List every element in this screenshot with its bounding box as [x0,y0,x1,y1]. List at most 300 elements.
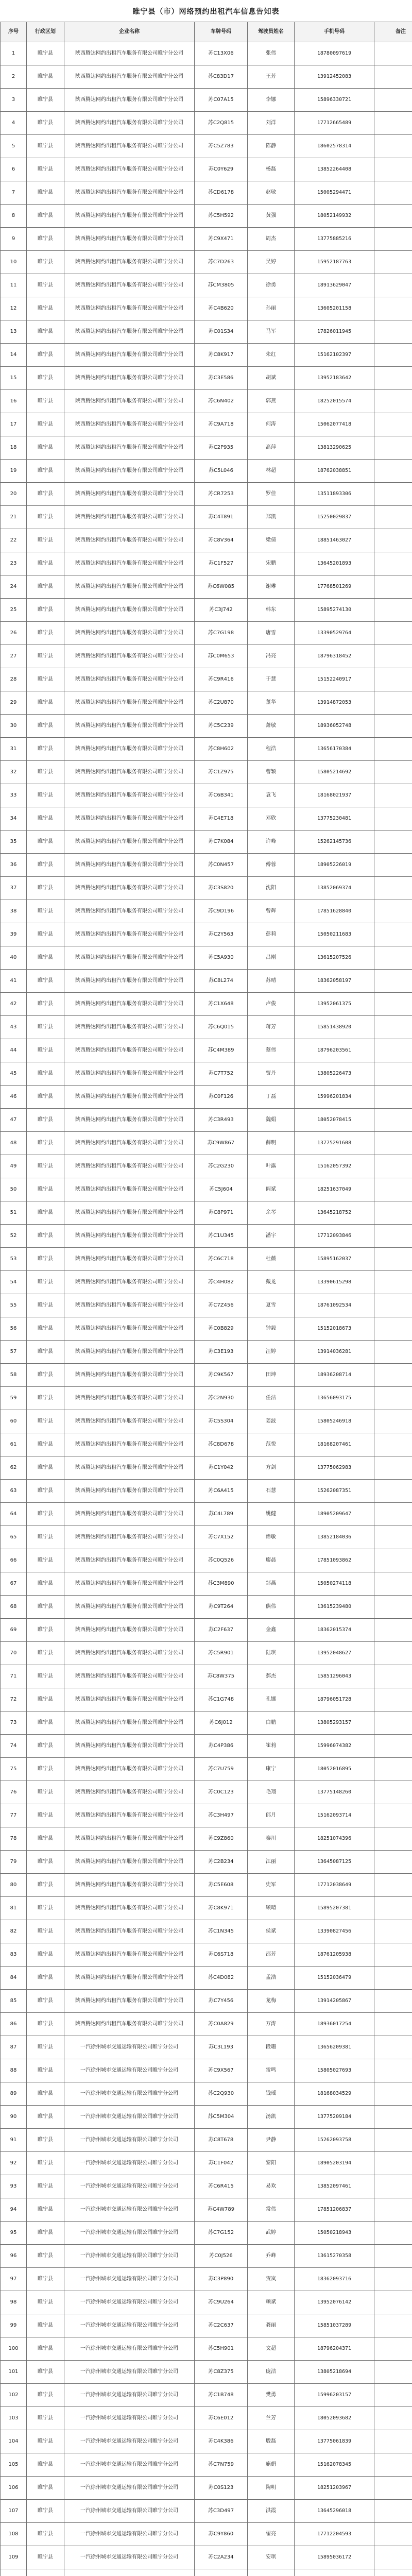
cell-phone: 18251203967 [295,2477,374,2500]
cell-index: 35 [1,831,27,854]
cell-district: 睢宁县 [27,89,64,112]
cell-phone: 17851093862 [295,1549,374,1572]
cell-company: 陕西腾达网约出租汽车服务有限公司睢宁分公司 [64,1967,195,1990]
cell-phone: 13952076142 [295,2291,374,2314]
cell-driver: 胡斌 [248,367,295,390]
table-row [1,2222,412,2245]
cell-district: 睢宁县 [27,274,64,297]
cell-driver: 潘宇 [248,1225,295,1248]
cell-index: 54 [1,1271,27,1294]
table-row [1,923,412,946]
cell-phone: 13656209381 [295,2036,374,2059]
cell-phone: 13805226473 [295,1062,374,1086]
table-row [1,1827,412,1851]
cell-plate: 苏C6C718 [195,1248,248,1271]
cell-phone: 15996201834 [295,1086,374,1109]
table-row [1,946,412,970]
cell-note [374,1688,412,1711]
cell-district: 睢宁县 [27,2082,64,2106]
cell-note [374,1132,412,1155]
table-row [1,1086,412,1109]
cell-company: 陕西腾达网约出租汽车服务有限公司睢宁分公司 [64,645,195,668]
cell-note [374,877,412,900]
table-row [1,1874,412,1897]
cell-note [374,1271,412,1294]
cell-company: 陕西腾达网约出租汽车服务有限公司睢宁分公司 [64,1225,195,1248]
table-row [1,1572,412,1596]
cell-note [374,946,412,970]
cell-district: 睢宁县 [27,1920,64,1943]
cell-company: 陕西腾达网约出租汽车服务有限公司睢宁分公司 [64,460,195,483]
cell-district: 睢宁县 [27,112,64,135]
cell-driver: 马军 [248,320,295,344]
cell-phone: 15996074382 [295,1735,374,1758]
cell-note [374,413,412,436]
cell-note [374,390,412,413]
cell-index: 9 [1,228,27,251]
cell-note [374,2291,412,2314]
cell-note [374,2407,412,2430]
cell-company: 陕西腾达网约出租汽车服务有限公司睢宁分公司 [64,1387,195,1410]
cell-company: 一汽徐州城市交通运输有限公司睢宁分公司 [64,2198,195,2222]
cell-phone: 13615239480 [295,1596,374,1619]
cell-district: 睢宁县 [27,2523,64,2546]
cell-district: 睢宁县 [27,2106,64,2129]
cell-index: 69 [1,1619,27,1642]
cell-district: 睢宁县 [27,2245,64,2268]
cell-driver: 汤凯 [248,2106,295,2129]
cell-index: 50 [1,1178,27,1201]
table-row [1,1178,412,1201]
cell-company: 陕西腾达网约出租汽车服务有限公司睢宁分公司 [64,1642,195,1665]
cell-driver: 康宁 [248,1758,295,1781]
table-row [1,367,412,390]
cell-district: 睢宁县 [27,923,64,946]
cell-index: 91 [1,2129,27,2152]
table-row [1,1364,412,1387]
cell-plate: 苏C0M653 [195,645,248,668]
cell-company: 陕西腾达网约出租汽车服务有限公司睢宁分公司 [64,1827,195,1851]
cell-phone: 18936208714 [295,1364,374,1387]
cell-phone: 17826011945 [295,320,374,344]
cell-phone: 13805218694 [295,2361,374,2384]
cell-driver: 丁磊 [248,1086,295,1109]
cell-phone: 13852264408 [295,158,374,181]
cell-district: 睢宁县 [27,622,64,645]
cell-index: 59 [1,1387,27,1410]
cell-district: 睢宁县 [27,1456,64,1480]
cell-district: 睢宁县 [27,2013,64,2036]
cell-note [374,112,412,135]
cell-plate: 苏C9T264 [195,1596,248,1619]
cell-company: 陕西腾达网约出租汽车服务有限公司睢宁分公司 [64,483,195,506]
cell-index: 36 [1,854,27,877]
cell-company: 一汽徐州城市交通运输有限公司睢宁分公司 [64,2477,195,2500]
cell-note [374,483,412,506]
cell-driver: 沈阳 [248,877,295,900]
cell-plate: 苏C1F042 [195,2152,248,2175]
cell-phone: 18796203561 [295,1039,374,1062]
cell-plate: 苏C1Z975 [195,761,248,784]
cell-index: 46 [1,1086,27,1109]
cell-plate: 苏C07A15 [195,89,248,112]
cell-plate: 苏C0Q526 [195,1549,248,1572]
cell-note [374,2384,412,2407]
cell-company: 陕西腾达网约出租汽车服务有限公司睢宁分公司 [64,831,195,854]
cell-district: 睢宁县 [27,1294,64,1317]
cell-district: 睢宁县 [27,181,64,205]
header-phone: 手机号码 [295,22,374,42]
cell-driver: 钱瑶 [248,2082,295,2106]
cell-plate: 苏C6A415 [195,1480,248,1503]
cell-phone: 18913629047 [295,274,374,297]
cell-phone: 15895036172 [295,2546,374,2569]
cell-note [374,2477,412,2500]
cell-index [1,2569,27,2576]
cell-driver: 史军 [248,1874,295,1897]
cell-phone: 13775230481 [295,807,374,831]
cell-plate: 苏C9R416 [195,668,248,691]
cell-plate: 苏C0J526 [195,2245,248,2268]
cell-driver: 苏晴 [248,970,295,993]
cell-plate: 苏C3P890 [195,2268,248,2291]
table-row [1,65,412,89]
cell-district: 睢宁县 [27,2175,64,2198]
cell-index: 66 [1,1549,27,1572]
cell-district: 睢宁县 [27,715,64,738]
cell-note [374,599,412,622]
cell-district: 睢宁县 [27,1433,64,1456]
cell-plate: 苏C1F527 [195,552,248,575]
cell-note [374,2337,412,2361]
cell-company: 陕西腾达网约出租汽车服务有限公司睢宁分公司 [64,715,195,738]
cell-phone: 17712093846 [295,1225,374,1248]
cell-note [374,784,412,807]
cell-district: 睢宁县 [27,320,64,344]
cell-phone: 13852069374 [295,877,374,900]
cell-district: 睢宁县 [27,529,64,552]
cell-driver: 卢俊 [248,993,295,1016]
cell-note [374,274,412,297]
cell-index: 57 [1,1341,27,1364]
table-row [1,344,412,367]
cell-district: 睢宁县 [27,2198,64,2222]
table-body [1,42,412,2576]
cell-district: 睢宁县 [27,599,64,622]
cell-phone: 13615207526 [295,946,374,970]
cell-index: 47 [1,1109,27,1132]
cell-company: 陕西腾达网约出租汽车服务有限公司睢宁分公司 [64,761,195,784]
cell-index: 25 [1,599,27,622]
cell-company: 一汽徐州城市交通运输有限公司睢宁分公司 [64,2500,195,2523]
cell-phone: 15952187763 [295,251,374,274]
cell-note [374,970,412,993]
cell-driver: 吕刚 [248,946,295,970]
cell-district: 睢宁县 [27,738,64,761]
cell-district: 睢宁县 [27,1109,64,1132]
table-row [1,1920,412,1943]
cell-plate: 苏C4E718 [195,807,248,831]
table-row [1,42,412,65]
table-row [1,2407,412,2430]
cell-note [374,1758,412,1781]
cell-company: 陕西腾达网约出租汽车服务有限公司睢宁分公司 [64,1874,195,1897]
cell-note [374,1039,412,1062]
cell-plate: 苏C3R493 [195,1109,248,1132]
cell-plate: 苏C2Y563 [195,923,248,946]
cell-index: 98 [1,2291,27,2314]
cell-note [374,1317,412,1341]
cell-phone: 18905203194 [295,2152,374,2175]
cell-note [374,2129,412,2152]
cell-plate: 苏C0C123 [195,1781,248,1804]
cell-phone: 18168021937 [295,784,374,807]
cell-company: 陕西腾达网约出租汽车服务有限公司睢宁分公司 [64,854,195,877]
cell-note [374,181,412,205]
cell-index: 99 [1,2314,27,2337]
cell-driver: 黎阳 [248,2152,295,2175]
cell-phone: 13952061375 [295,993,374,1016]
cell-district: 睢宁县 [27,1341,64,1364]
cell-note [374,2198,412,2222]
cell-driver: 王芳 [248,65,295,89]
cell-index: 87 [1,2036,27,2059]
table-row [1,2291,412,2314]
cell-index: 82 [1,1920,27,1943]
cell-note [374,1062,412,1086]
cell-district: 睢宁县 [27,251,64,274]
table-row [1,1990,412,2013]
cell-index: 56 [1,1317,27,1341]
cell-note [374,552,412,575]
cell-plate: 苏C5H592 [195,205,248,228]
cell-district: 睢宁县 [27,761,64,784]
table-row [1,2175,412,2198]
cell-index: 20 [1,483,27,506]
cell-index: 24 [1,575,27,599]
table-row [1,228,412,251]
cell-company: 陕西腾达网约出租汽车服务有限公司睢宁分公司 [64,1248,195,1271]
cell-index: 44 [1,1039,27,1062]
cell-phone: 15050274118 [295,1572,374,1596]
cell-index: 21 [1,506,27,529]
cell-driver: 廖晨 [248,1549,295,1572]
cell-phone: 13390827456 [295,1920,374,1943]
table-row [1,2198,412,2222]
cell-plate: 苏C3L193 [195,2036,248,2059]
cell-driver: 万涛 [248,2013,295,2036]
cell-index: 5 [1,135,27,158]
cell-company: 陕西腾达网约出租汽车服务有限公司睢宁分公司 [64,1990,195,2013]
cell-company: 陕西腾达网约出租汽车服务有限公司睢宁分公司 [64,1062,195,1086]
cell-district: 睢宁县 [27,1364,64,1387]
cell-plate: 苏C9A718 [195,413,248,436]
cell-index: 8 [1,205,27,228]
cell-plate: 苏C8H602 [195,738,248,761]
cell-company: 一汽徐州城市交通运输有限公司睢宁分公司 [64,2106,195,2129]
cell-plate: 苏C0Y629 [195,158,248,181]
cell-district: 睢宁县 [27,1735,64,1758]
table-row [1,1039,412,1062]
cell-driver: 邱月 [248,1804,295,1827]
cell-district: 睢宁县 [27,1062,64,1086]
cell-driver: 金鑫 [248,1619,295,1642]
cell-driver: 崔莉 [248,1735,295,1758]
cell-company: 陕西腾达网约出租汽车服务有限公司睢宁分公司 [64,1201,195,1225]
cell-plate: 苏C2P935 [195,436,248,460]
cell-index: 65 [1,1526,27,1549]
cell-note [374,1920,412,1943]
cell-note [374,1456,412,1480]
table-row [1,2337,412,2361]
cell-note [374,1225,412,1248]
cell-driver: 梁倩 [248,529,295,552]
cell-note [374,1711,412,1735]
cell-driver: 翟亮 [248,2523,295,2546]
cell-phone: 15062077418 [295,413,374,436]
cell-district: 睢宁县 [27,1317,64,1341]
cell-company: 陕西腾达网约出租汽车服务有限公司睢宁分公司 [64,1341,195,1364]
cell-district: 睢宁县 [27,2268,64,2291]
cell-company: 一汽徐州城市交通运输有限公司睢宁分公司 [64,2291,195,2314]
cell-plate: 苏C8Z375 [195,2361,248,2384]
table-row [1,483,412,506]
cell-district [27,2569,64,2576]
cell-driver: 贾丹 [248,1062,295,1086]
cell-driver: 郑凯 [248,506,295,529]
cell-driver: 易欢 [248,2175,295,2198]
cell-company: 陕西腾达网约出租汽车服务有限公司睢宁分公司 [64,1920,195,1943]
cell-plate: 苏C1B748 [195,2384,248,2407]
cell-phone: 18905226019 [295,854,374,877]
cell-company: 陕西腾达网约出租汽车服务有限公司睢宁分公司 [64,1271,195,1294]
cell-district: 睢宁县 [27,436,64,460]
cell-note [374,506,412,529]
table-row [1,158,412,181]
cell-driver: 尹静 [248,2129,295,2152]
cell-plate: 苏C7U759 [195,1758,248,1781]
cell-note [374,761,412,784]
cell-driver: 李娜 [248,89,295,112]
cell-driver: 樊勇 [248,2384,295,2407]
cell-company: 陕西腾达网约出租汽车服务有限公司睢宁分公司 [64,1039,195,1062]
cell-phone: 15162057392 [295,1155,374,1178]
cell-index: 77 [1,1804,27,1827]
cell-phone: 15805214692 [295,761,374,784]
cell-company: 一汽徐州城市交通运输有限公司睢宁分公司 [64,2082,195,2106]
cell-index: 55 [1,1294,27,1317]
cell-phone: 13656093175 [295,1387,374,1410]
cell-index: 62 [1,1456,27,1480]
cell-note [374,460,412,483]
cell-driver: 毛翔 [248,1781,295,1804]
cell-index: 83 [1,1943,27,1967]
cell-note [374,1503,412,1526]
cell-plate: 苏C5M304 [195,2106,248,2129]
cell-district: 睢宁县 [27,297,64,320]
cell-phone: 18936017254 [295,2013,374,2036]
cell-phone: 15050218943 [295,2222,374,2245]
cell-company: 一汽徐州城市交通运输有限公司睢宁分公司 [64,2314,195,2337]
cell-plate: 苏C2B234 [195,1851,248,1874]
cell-driver: 朱红 [248,344,295,367]
cell-plate: 苏C0F126 [195,1086,248,1109]
cell-index: 1 [1,42,27,65]
cell-driver: 段珊 [248,2036,295,2059]
table-row [1,251,412,274]
cell-index: 85 [1,1990,27,2013]
page-title: 睢宁县（市）网络预约出租汽车信息告知表 [132,8,280,16]
cell-company: 一汽徐州城市交通运输有限公司睢宁分公司 [64,2036,195,2059]
cell-index: 76 [1,1781,27,1804]
cell-company: 陕西腾达网约出租汽车服务有限公司睢宁分公司 [64,1851,195,1874]
table-row [1,506,412,529]
cell-company: 陕西腾达网约出租汽车服务有限公司睢宁分公司 [64,1711,195,1735]
cell-note [374,135,412,158]
cell-company: 陕西腾达网约出租汽车服务有限公司睢宁分公司 [64,900,195,923]
cell-plate: 苏CR7253 [195,483,248,506]
cell-index: 39 [1,923,27,946]
cell-district: 睢宁县 [27,1410,64,1433]
cell-driver: 洪霞 [248,2500,295,2523]
cell-driver: 冯亮 [248,645,295,668]
cell-plate: 苏C5H901 [195,2337,248,2361]
table-row [1,89,412,112]
cell-phone: 13775061839 [295,2430,374,2453]
cell-note [374,1943,412,1967]
cell-district: 睢宁县 [27,1758,64,1781]
cell-plate: 苏C7X152 [195,1526,248,1549]
cell-district: 睢宁县 [27,1711,64,1735]
cell-driver: 萧敏 [248,715,295,738]
cell-phone: 13511893306 [295,483,374,506]
cell-plate: 苏C6R415 [195,2175,248,2198]
cell-district: 睢宁县 [27,2314,64,2337]
table-row [1,599,412,622]
cell-note [374,1619,412,1642]
cell-plate: 苏C6S718 [195,1943,248,1967]
cell-plate: 苏C4D082 [195,1967,248,1990]
table-row [1,2314,412,2337]
cell-company: 陕西腾达网约出租汽车服务有限公司睢宁分公司 [64,390,195,413]
cell-district: 睢宁县 [27,2291,64,2314]
cell-company: 陕西腾达网约出租汽车服务有限公司睢宁分公司 [64,205,195,228]
cell-note [374,529,412,552]
cell-plate: 苏C6J012 [195,1711,248,1735]
cell-company: 陕西腾达网约出租汽车服务有限公司睢宁分公司 [64,320,195,344]
cell-phone: 18168034529 [295,2082,374,2106]
cell-note [374,158,412,181]
cell-driver [248,2569,295,2576]
cell-plate: 苏C8W375 [195,1665,248,1688]
cell-phone: 15895207381 [295,1897,374,1920]
cell-district: 睢宁县 [27,1016,64,1039]
cell-note [374,1990,412,2013]
cell-index: 6 [1,158,27,181]
cell-note [374,2013,412,2036]
cell-index: 29 [1,691,27,715]
cell-company: 一汽徐州城市交通运输有限公司睢宁分公司 [64,2222,195,2245]
cell-phone: 18168207461 [295,1433,374,1456]
cell-plate: 苏C01S34 [195,320,248,344]
table-row [1,575,412,599]
cell-index: 2 [1,65,27,89]
cell-note [374,1086,412,1109]
cell-plate: 苏C5C239 [195,715,248,738]
cell-index: 37 [1,877,27,900]
cell-plate: 苏C13X06 [195,42,248,65]
cell-note [374,1294,412,1317]
